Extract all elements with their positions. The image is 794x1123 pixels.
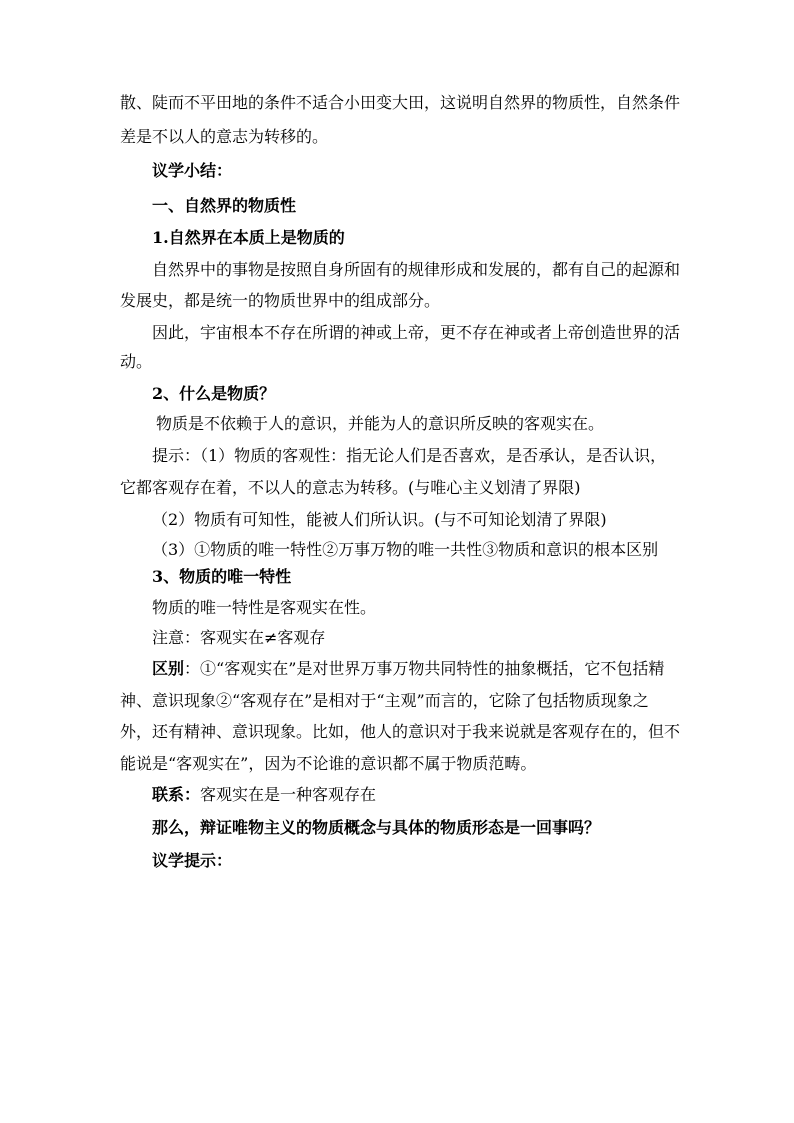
difference-text-1: ：①“客观实在”是对世界万事万物共同特性的抽象概括，它不包括精 <box>184 659 665 678</box>
hint-line-2: 它都客观存在着，不以人的意志为转移。(与唯心主义划清了界限) <box>120 478 581 497</box>
intro-line-1: 散、陡而不平田地的条件不适合小田变大田，这说明自然界的物质性，自然条件 <box>120 93 681 112</box>
question-line: 那么，辩证唯物主义的物质概念与具体的物质形态是一回事吗？ <box>152 818 601 837</box>
note-line: 注意：客观实在≠客观存 <box>152 628 326 647</box>
subsection-3-heading: 3、物质的唯一特性 <box>152 567 292 586</box>
paragraph-3: 物质是不依赖于人的意识，并能为人的意识所反映的客观实在。 <box>156 414 605 433</box>
section-1-heading: 一、自然界的物质性 <box>152 196 297 215</box>
intro-line-2: 差是不以人的意志为转移的。 <box>120 127 329 146</box>
paragraph-1-line-2: 发展史，都是统一的物质世界中的组成部分。 <box>120 291 441 310</box>
hint-2: （2）物质有可知性，能被人们所认识。(与不可知论划清了界限) <box>152 510 607 529</box>
difference-label: 区别 <box>152 659 185 678</box>
hint-3: （3）①物质的唯一特性②万事万物的唯一共性③物质和意识的根本区别 <box>152 540 659 559</box>
difference-line-3: 外，还有精神、意识现象。比如，他人的意识对于我来说就是客观存在的，但不 <box>120 722 681 741</box>
paragraph-4: 物质的唯一特性是客观实在性。 <box>152 598 377 617</box>
paragraph-2-line-1: 因此，宇宙根本不存在所谓的神或上帝，更不存在神或者上帝创造世界的活 <box>152 323 681 342</box>
hint-line-1: 提示：（1）物质的客观性：指无论人们是否喜欢，是否承认，是否认识， <box>152 446 667 465</box>
subsection-1-heading: 1.自然界在本质上是物质的 <box>152 228 345 247</box>
summary-heading: 议学小结： <box>152 161 233 180</box>
paragraph-1-line-1: 自然界中的事物是按照自身所固有的规律形成和发展的，都有自己的起源和 <box>152 260 681 279</box>
tip-heading: 议学提示： <box>152 851 233 870</box>
difference-line-4: 能说是“客观实在”，因为不论谁的意识都不属于物质范畴。 <box>120 754 537 773</box>
difference-line-1 <box>152 659 712 679</box>
subsection-2-heading: 2、什么是物质？ <box>152 384 276 403</box>
difference-line-2: 神、意识现象②“客观存在”是相对于“主观”而言的，它除了包括物质现象之 <box>120 691 649 710</box>
relation-line <box>152 785 712 805</box>
paragraph-2-line-2: 动。 <box>120 352 153 371</box>
relation-text: 客观实在是一种客观存在 <box>200 785 377 804</box>
relation-label: 联系： <box>152 785 201 804</box>
